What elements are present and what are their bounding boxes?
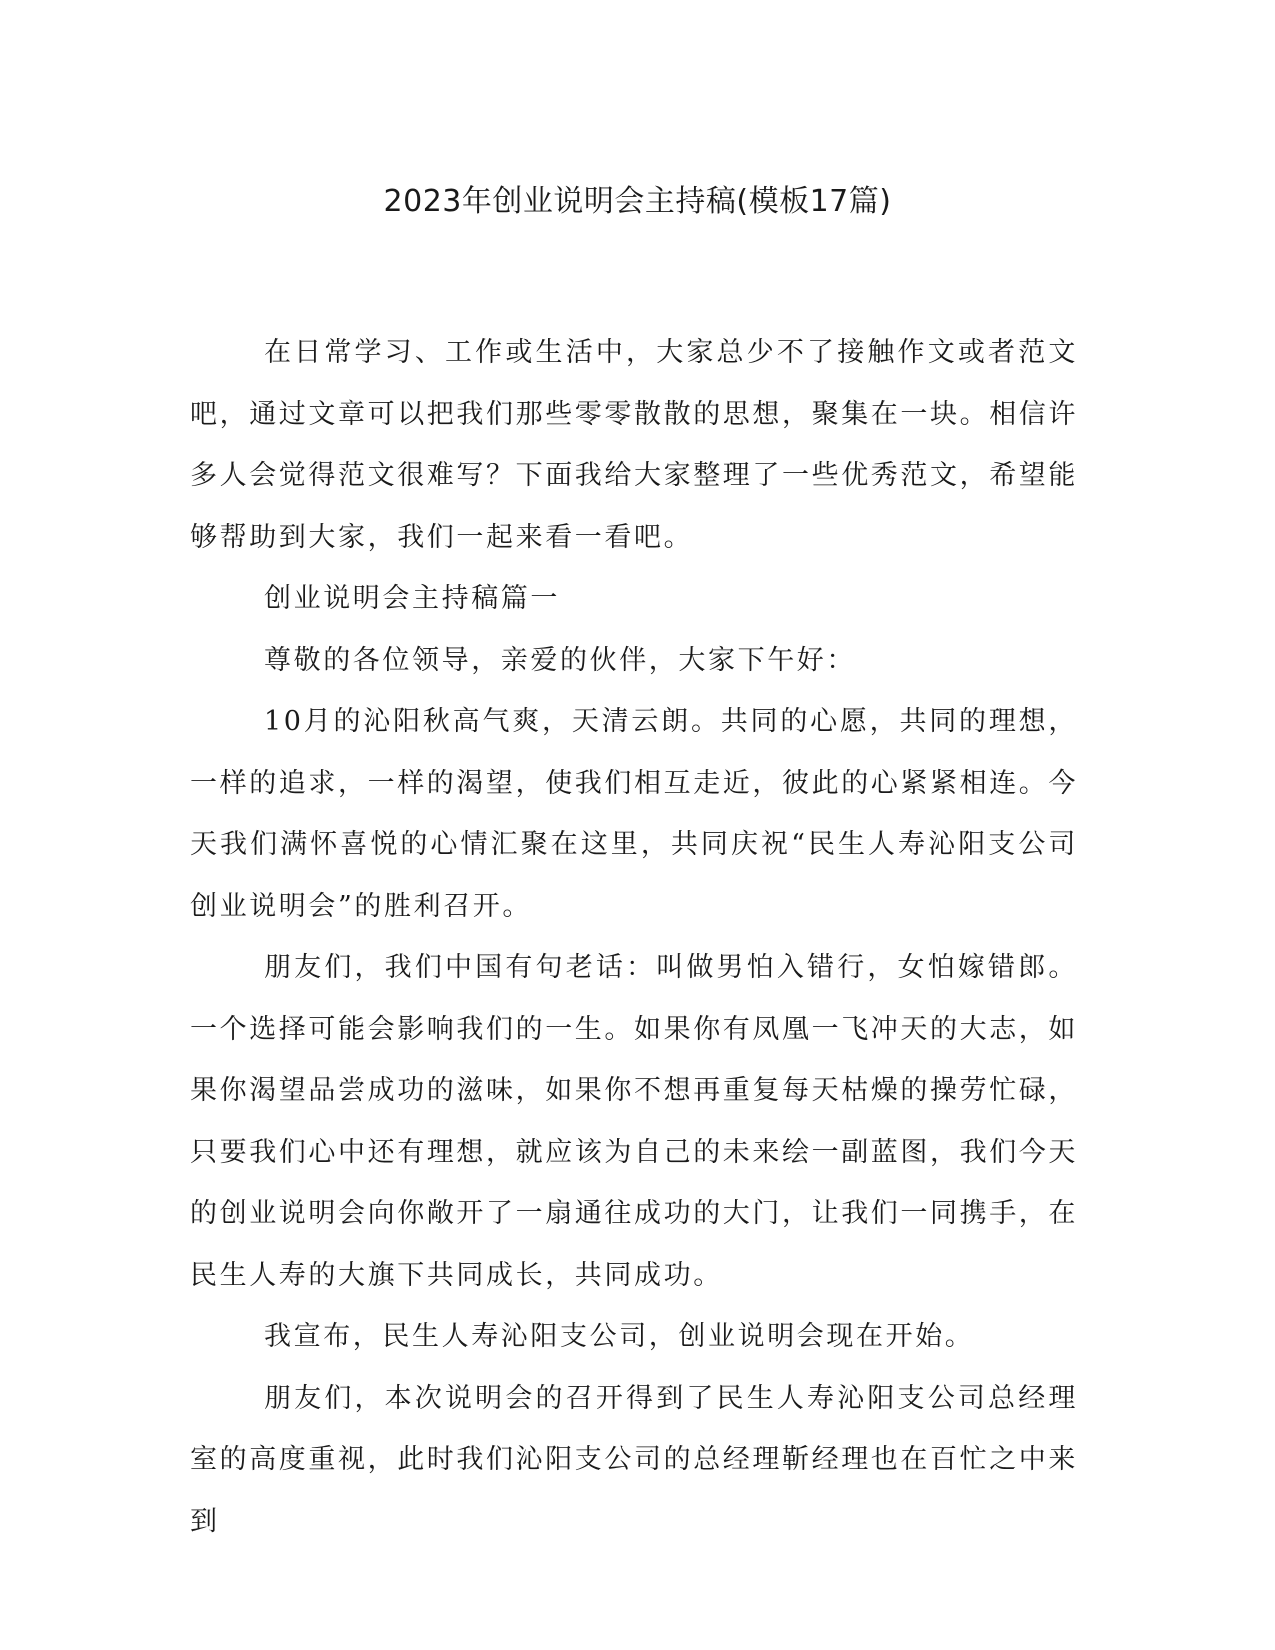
body-paragraph: 朋友们，我们中国有句老话：叫做男怕入错行，女怕嫁错郎。一个选择可能会影响我们的一生。如果你有凤凰一飞冲天的大志，如果你渴望品尝成功的滋味，如果你不想再重复每天枯燥的操劳忙碌，只要我们心中还有理想，就应该为自己的未来绘一副蓝图，我们今天的创业说明会向你敞开了一扇通往成功的大门，让我们一同携手，在民生人寿的大旗下共同成长，共同成功。 bbox=[190, 952, 1078, 1291]
body-paragraph: 我宣布，民生人寿沁阳支公司，创业说明会现在开始。 bbox=[264, 1321, 975, 1352]
body-paragraph: 朋友们，本次说明会的召开得到了民生人寿沁阳支公司总经理室的高度重视，此时我们沁阳支公司的总经理靳经理也在百忙之中来到 bbox=[190, 1382, 1078, 1537]
document-title: 2023年创业说明会主持稿(模板17篇) bbox=[383, 184, 892, 219]
section-heading: 创业说明会主持稿篇一 bbox=[264, 583, 560, 614]
greeting-paragraph: 尊敬的各位领导，亲爱的伙伴，大家下午好： bbox=[264, 644, 856, 676]
document-body bbox=[190, 322, 1078, 1552]
body-paragraph: 10月的沁阳秋高气爽，天清云朗。共同的心愿，共同的理想，一样的追求，一样的渴望，使我们相互走近，彼此的心紧紧相连。今天我们满怀喜悦的心情汇聚在这里，共同庆祝“民生人寿沁阳支公司创业说明会”的胜利召开。 bbox=[190, 706, 1078, 922]
intro-paragraph: 在日常学习、工作或生活中，大家总少不了接触作文或者范文吧，通过文章可以把我们那些零零散散的思想，聚集在一块。相信许多人会觉得范文很难写？下面我给大家整理了一些优秀范文，希望能够帮助到大家，我们一起来看一看吧。 bbox=[190, 337, 1078, 553]
